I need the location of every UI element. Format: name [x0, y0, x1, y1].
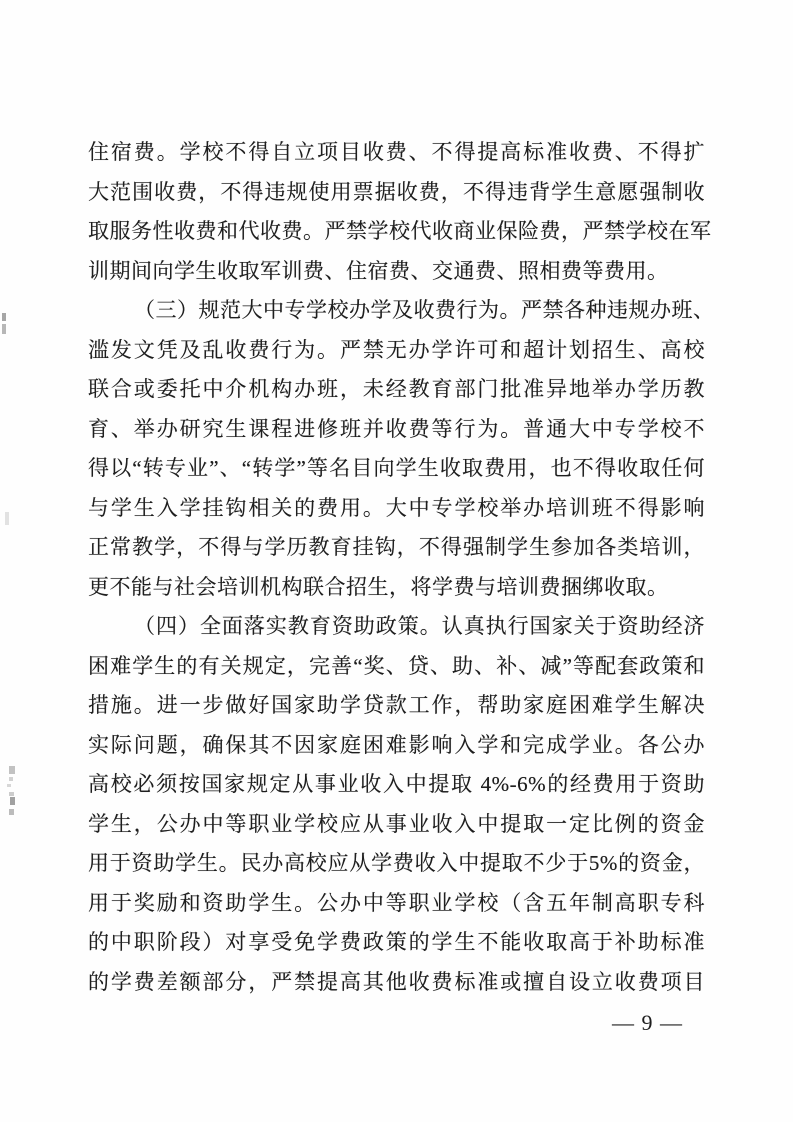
text-line: 联合或委托中介机构办班，未经教育部门批准异地举办学历教 — [88, 377, 705, 401]
text-line: 实际问题，确保其不因家庭困难影响入学和完成学业。各公办 — [88, 732, 705, 757]
text-line: 训期间向学生收取军训费、住宿费、交通费、照相费等费用。 — [88, 258, 669, 283]
text-line: 正常教学，不得与学历教育挂钩，不得强制学生参加各类培训， — [88, 535, 705, 559]
paragraph-item-3 — [88, 291, 715, 607]
scan-artifact — [7, 784, 11, 787]
text-line: 取服务性收费和代收费。严禁学校代收商业保险费，严禁学校在军 — [88, 219, 712, 243]
text-line: 大范围收费，不得违规使用票据收费，不得违背学生意愿强制收 — [88, 179, 705, 204]
scan-artifact — [5, 512, 9, 525]
scan-artifact — [9, 766, 15, 774]
scan-artifact — [10, 797, 15, 805]
text-line: 措施。进一步做好国家助学贷款工作，帮助家庭困难学生解决 — [88, 693, 705, 717]
scan-artifact — [9, 777, 13, 781]
text-line: 困难学生的有关规定，完善“奖、贷、助、补、减”等配套政策和 — [88, 653, 705, 678]
text-line: 滥发文凭及乱收费行为。严禁无办学许可和超计划招生、高校 — [88, 337, 705, 362]
paragraph-item-4 — [88, 607, 705, 1002]
text-line: （三）规范大中专学校办学及收费行为。严禁各种违规办班、 — [134, 298, 715, 322]
text-line: 用于奖励和资助学生。公办中等职业学校（含五年制高职专科 — [88, 890, 705, 915]
scan-artifact — [9, 809, 14, 815]
text-line: 高校必须按国家规定从事业收入中提取 4%-6%的经费用于资助 — [88, 772, 705, 796]
text-line: 更不能与社会培训机构联合招生，将学费与培训费捆绑收取。 — [88, 574, 669, 599]
text-line: 育、举办研究生课程进修班并收费等行为。普通大中专学校不 — [88, 416, 705, 441]
text-line: 得以“转专业”、“转学”等名目向学生收取费用，也不得收取任何 — [88, 456, 705, 480]
body-text — [88, 133, 715, 1002]
page-number: — 9 — — [612, 1010, 683, 1035]
text-line: 的中职阶段）对享受免学费政策的学生不能收取高于补助标准 — [88, 930, 705, 954]
paragraph-continuation — [88, 133, 712, 291]
scan-artifact — [9, 792, 14, 796]
text-line: 住宿费。学校不得自立项目收费、不得提高标准收费、不得扩 — [88, 140, 705, 164]
text-line: 的学费差额部分，严禁提高其他收费标准或擅自设立收费项目 — [88, 969, 705, 994]
text-line: 与学生入学挂钩相关的费用。大中专学校举办培训班不得影响 — [88, 495, 705, 520]
text-line: 学生，公办中等职业学校应从事业收入中提取一定比例的资金 — [88, 811, 705, 836]
scan-artifact — [2, 324, 6, 334]
text-line: （四）全面落实教育资助政策。认真执行国家关于资助经济 — [134, 614, 705, 638]
scan-artifact — [2, 313, 6, 321]
text-line: 用于资助学生。民办高校应从学费收入中提取不少于5%的资金， — [88, 851, 705, 875]
